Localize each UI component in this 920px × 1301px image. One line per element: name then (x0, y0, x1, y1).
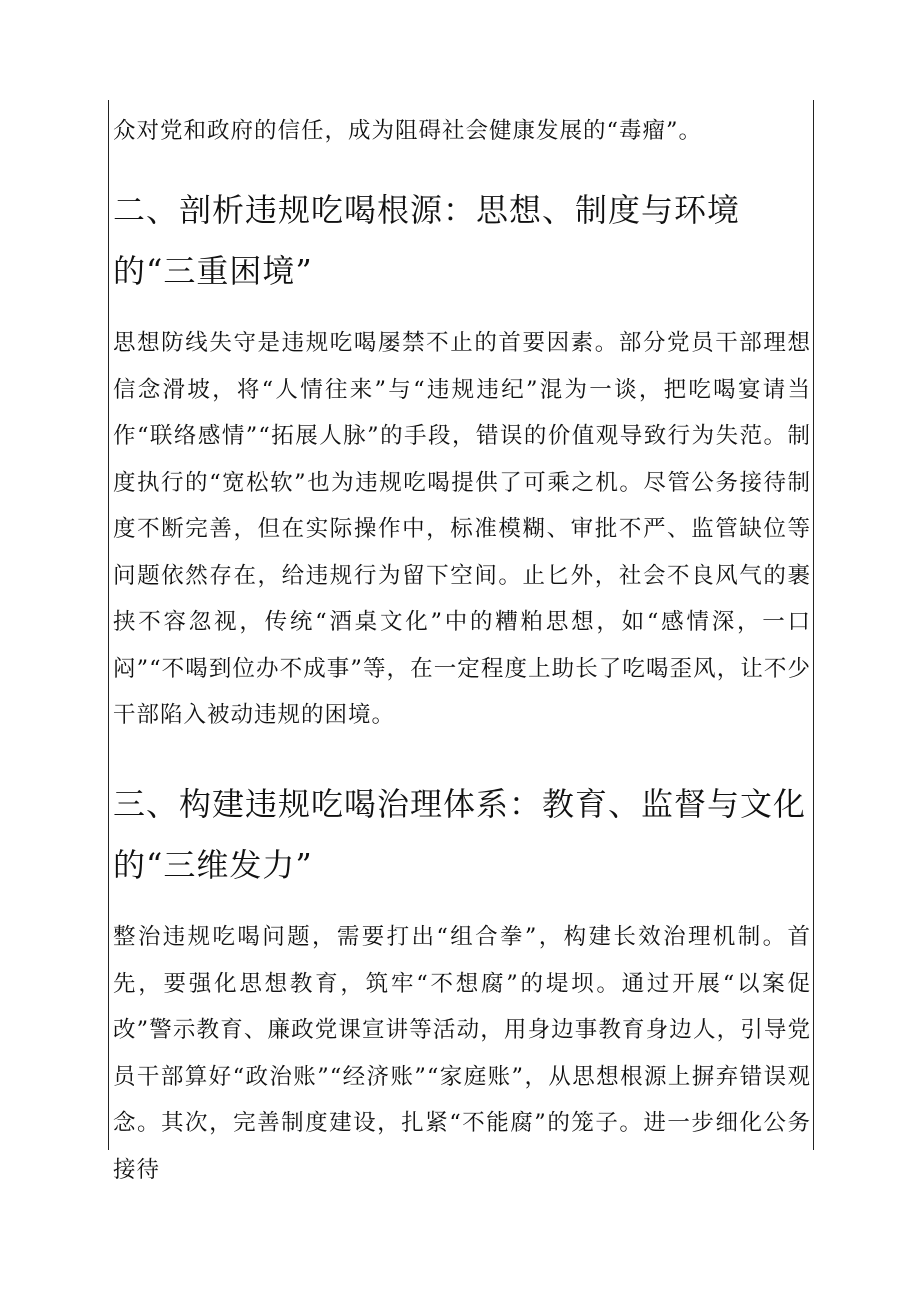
intro-paragraph: 众对党和政府的信任，成为阻碍社会健康发展的“毒瘤”。 (113, 118, 703, 144)
section-2-paragraph: 思想防线失守是违规吃喝屡禁不止的首要因素。部分党员干部理想信念滑坡，将“人情往来”与“违规违纪”混为一谈，把吃喝宴请当作“联络感情”“拓展人脉”的手段，错误的价值观导致行为失范。制度执行的“宽松软”也为违规吃喝提供了可乘之机。尽管公务接待制度不断完善，但在实际操作中，标准模糊、审批不严、监管缺位等问题依然存在，给违规行为留下空间。止匕外，社会不良风气的裹挟不容忽视，传统“酒桌文化”中的糟粕思想，如“感情深，一口闷”“不喝到位办不成事”等，在一定程度上助长了吃喝歪风，让不少干部陷入被动违规的困境。 (113, 330, 811, 728)
section-2-heading: 二、剖析违规吃喝根源：思想、制度与环境的“三重困境” (113, 191, 741, 290)
section-3-paragraph: 整治违规吃喝问题，需要打出“组合拳”，构建长效治理机制。首先，要强化思想教育，筑牢“不想腐”的堤坝。通过开展“以案促改”警示教育、廉政党课宣讲等活动，用身边事教育身边人，引导党员干部算好“政治账”“经济账”“家庭账”，从思想根源上摒弃错误观念。其次，完善制度建设，扎紧“不能腐”的笼子。进一步细化公务接待 (113, 924, 811, 1183)
section-3-heading: 三、构建违规吃喝治理体系：教育、监督与文化的“三维发力” (113, 785, 807, 884)
